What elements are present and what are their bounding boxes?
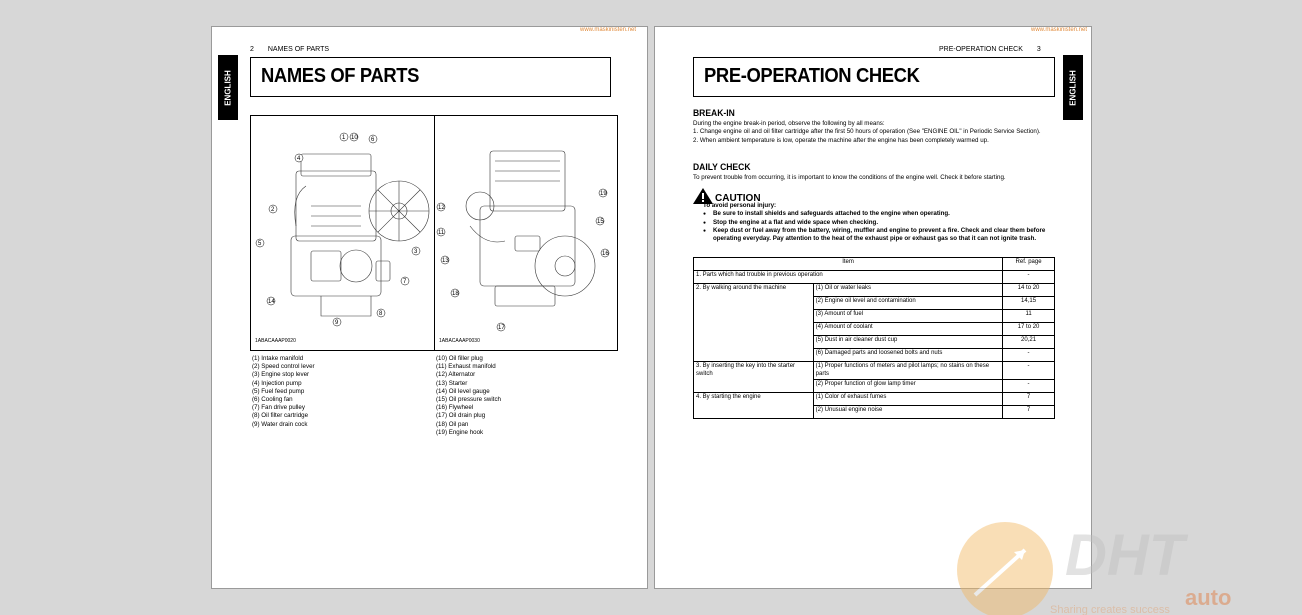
figure-code: 1ABACAAAP0020	[255, 338, 296, 344]
list-item: (10) Oil filler plug	[436, 355, 483, 362]
page-title: NAMES OF PARTS	[261, 65, 420, 87]
page-number: 3	[1036, 46, 1041, 53]
parts-list-2	[436, 355, 501, 437]
table-row: (2) Proper function of glow lamp timer -	[694, 380, 1055, 393]
source-url: www.maskinisten.net	[1031, 27, 1088, 33]
table-row: (2) Unusual engine noise 7	[694, 406, 1055, 419]
list-item: ● Stop the engine at a flat and wide space when checking.	[703, 219, 1063, 227]
header-title: NAMES OF PARTS	[267, 46, 330, 53]
list-item: (5) Fuel feed pump	[252, 387, 305, 395]
parts-list-1	[252, 355, 315, 429]
page-number: 2	[250, 46, 254, 53]
list-item: (15) Oil pressure switch	[436, 396, 501, 404]
source-url: www.maskinisten.net	[580, 27, 637, 33]
list-item: (14) Oil level gauge	[436, 387, 490, 395]
svg-text:15: 15	[597, 219, 604, 225]
svg-text:11: 11	[438, 230, 445, 236]
list-item: 2. When ambient temperature is low, operate the machine after the engine has been completely warmed up.	[693, 136, 989, 144]
right-page	[654, 26, 1092, 589]
svg-text:2: 2	[271, 207, 275, 213]
header-title: PRE-OPERATION CHECK	[939, 46, 1023, 53]
list-item: (2) Speed control lever	[252, 363, 315, 371]
svg-text:9: 9	[335, 320, 339, 326]
svg-text:6: 6	[371, 137, 375, 143]
table-row: (5) Dust in air cleaner dust cup 20,21	[694, 336, 1055, 349]
list-item: (17) Oil drain plug	[436, 412, 486, 420]
svg-text:Sharing creates success: Sharing creates success	[1050, 604, 1170, 615]
watermark-logo	[950, 515, 1290, 615]
breakin-text: During the engine break-in period, observe the following by all means: 1. Change engine oil and oil filter cartridge after the first 50 hours of operation (See "ENGINE OIL" in Periodic Service Section). 2. When ambient temperature is low, operate the machine after the engine has been completely warmed up.	[693, 120, 1057, 145]
table-row: (4) Amount of coolant 17 to 20	[694, 323, 1055, 336]
table-row: 2. By walking around the machine (1) Oil or water leaks 14 to 20	[694, 284, 1055, 297]
table-header-row: Item Ref. page	[694, 258, 1055, 271]
list-item: (18) Oil pan	[436, 420, 469, 428]
breakin-heading: BREAK-IN	[693, 108, 735, 119]
list-item: (13) Starter	[436, 379, 468, 387]
table-row: (6) Damaged parts and loosened bolts and nuts -	[694, 349, 1055, 362]
svg-text:10: 10	[351, 135, 358, 141]
engine-rear-illustration	[435, 116, 618, 350]
list-item: ● Be sure to install shields and safeguards attached to the engine when operating.	[703, 210, 1063, 218]
engine-front-illustration	[251, 116, 434, 350]
page-header	[939, 46, 1041, 53]
svg-text:19: 19	[600, 191, 607, 197]
svg-text:16: 16	[602, 251, 609, 257]
svg-text:7: 7	[403, 279, 407, 285]
figure-code: 1ABACAAAP0030	[439, 338, 480, 344]
list-item: (9) Water drain cock	[252, 420, 308, 428]
list-item: (19) Engine hook	[436, 428, 484, 436]
svg-text:12: 12	[438, 205, 445, 211]
list-item: (8) Oil filter cartridge	[252, 412, 309, 420]
svg-text:17: 17	[498, 325, 505, 331]
page-title-box	[693, 57, 1055, 97]
left-page	[211, 26, 648, 589]
list-item: (11) Exhaust manifold	[436, 363, 496, 371]
table-row: 1. Parts which had trouble in previous operation -	[694, 271, 1055, 284]
list-item: (4) Injection pump	[252, 379, 302, 387]
daily-check-heading: DAILY CHECK	[693, 162, 751, 173]
svg-text:18: 18	[452, 291, 459, 297]
engine-figures	[250, 115, 618, 351]
list-item: (3) Engine stop lever	[252, 371, 310, 379]
svg-text:auto: auto	[1185, 585, 1232, 610]
svg-text:13: 13	[442, 258, 449, 264]
list-item: 1. Change engine oil and oil filter cartridge after the first 50 hours of operation (See "ENGINE OIL" in Periodic Service Section).	[693, 128, 1041, 136]
table-row: (3) Amount of fuel 11	[694, 310, 1055, 323]
svg-text:4: 4	[297, 156, 301, 162]
page-header	[250, 46, 329, 53]
language-tab: ENGLISH	[218, 55, 238, 120]
list-item: (1) Intake manifold	[252, 355, 304, 362]
page-title-box	[250, 57, 611, 97]
daily-check-intro: To prevent trouble from occurring, it is important to know the conditions of the engine well. Check it before starting.	[693, 174, 1006, 181]
page-title: PRE-OPERATION CHECK	[704, 65, 920, 87]
svg-text:3: 3	[414, 249, 418, 255]
svg-text:DHT: DHT	[1065, 523, 1185, 588]
table-row: (2) Engine oil level and contamination 14,15	[694, 297, 1055, 310]
daily-check-table	[693, 257, 1055, 419]
list-item: (12) Alternator	[436, 371, 476, 379]
language-tab: ENGLISH	[1063, 55, 1083, 120]
svg-text:8: 8	[379, 311, 383, 317]
svg-text:5: 5	[258, 241, 262, 247]
list-item: ● Keep dust or fuel away from the battery, wiring, muffler and engine to prevent a fire. Check and clear them before operating everyday. Pay attention to the heat of the exhaust pipe or exhaust gas so that it can not ignite trash.	[703, 227, 1063, 244]
caution-body: To avoid personal injury: ● Be sure to install shields and safeguards attached to the engine when operating. ● Stop the engine at a flat and wide space when checking. ● Keep dust or fuel away from the battery, wiring, muffler and engine to prevent a fire. Check and clear them before operating everyday. Pay attention to the heat of the exhaust pipe or exhaust gas so that it can not ignite trash.	[703, 202, 1063, 243]
svg-text:1: 1	[342, 135, 346, 141]
list-item: (7) Fan drive pulley	[252, 404, 305, 412]
table-row: 4. By starting the engine (1) Color of exhaust fumes 7	[694, 393, 1055, 406]
table-row: 3. By inserting the key into the starter switch (1) Proper functions of meters and pilot lamps; no stains on these parts -	[694, 362, 1055, 380]
caution-title: CAUTION	[715, 193, 761, 204]
svg-text:14: 14	[268, 299, 275, 305]
list-item: (6) Cooling fan	[252, 396, 293, 404]
list-item: (16) Flywheel	[436, 404, 474, 412]
